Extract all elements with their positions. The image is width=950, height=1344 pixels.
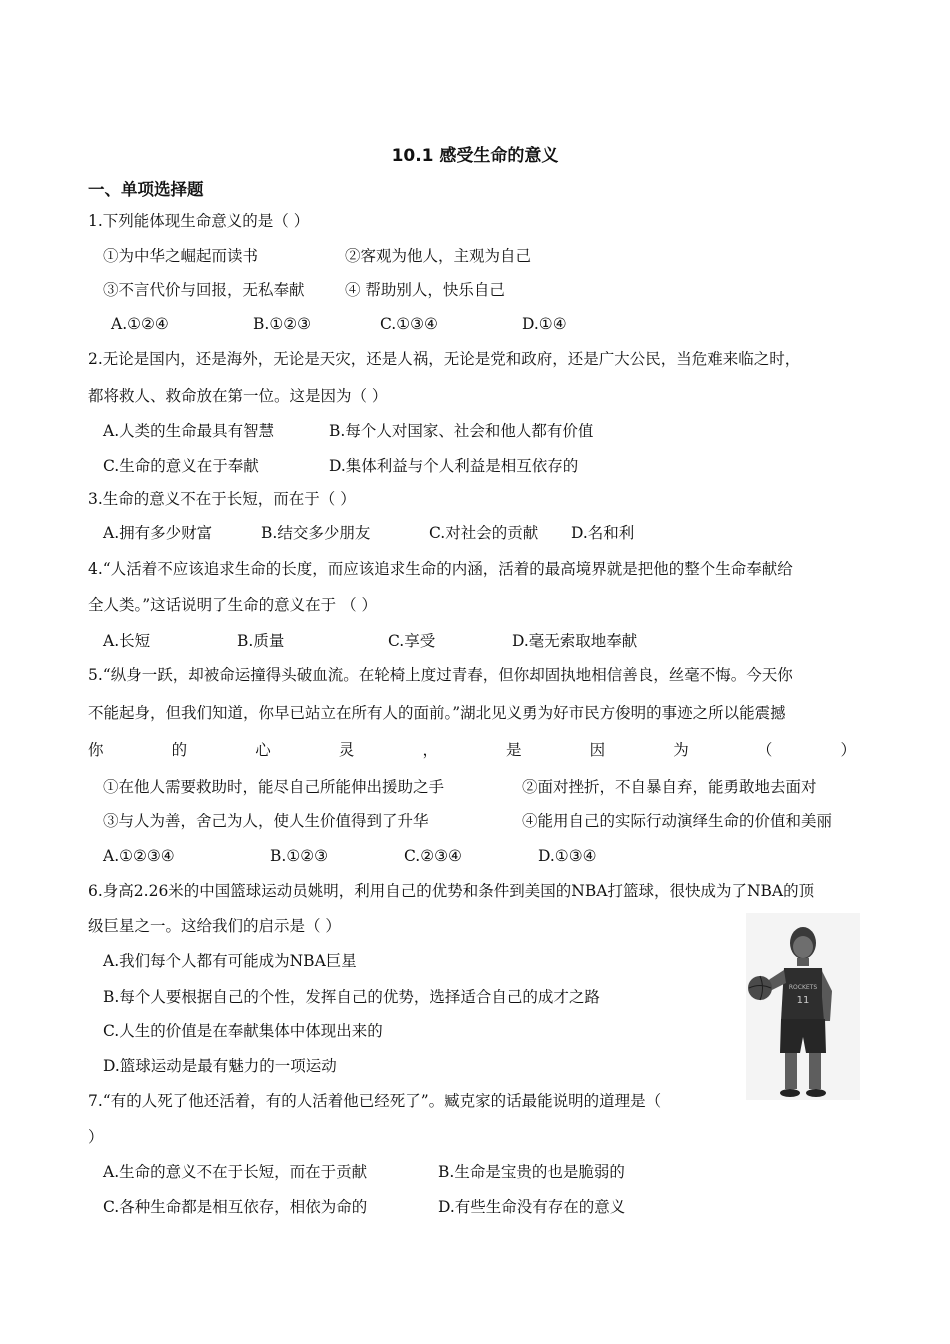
q2-option-d: D.集体利益与个人利益是相互依存的 <box>329 457 579 475</box>
q4-stem-line-1: 4.“人活着不应该追求生命的长度，而应该追求生命的内涵，活着的最高境界就是把他的整个生命奉献给 <box>88 560 793 578</box>
q5-stem-char: 心 <box>255 741 271 759</box>
jersey-number: 11 <box>796 995 810 1006</box>
q1-option-c: C.①③④ <box>380 315 438 333</box>
q7-stem-line-2: ） <box>88 1128 104 1146</box>
q6-option-d: D.篮球运动是最有魅力的一项运动 <box>103 1057 337 1075</box>
q1-statement-3: ③不言代价与回报，无私奉献 <box>103 281 305 299</box>
jersey-team-text: ROCKETS <box>788 984 818 991</box>
q5-stem-line-2: 不能起身，但我们知道，你早已站立在所有人的面前。”湖北见义勇为好市民方俊明的事迹之所以能震撼 <box>88 704 786 722</box>
q7-option-a: A.生命的意义不在于长短，而在于贡献 <box>103 1163 368 1181</box>
basketball-player-photo <box>746 913 860 1100</box>
q3-option-b: B.结交多少朋友 <box>261 524 371 542</box>
q3-stem: 3.生命的意义不在于长短，而在于（ ） <box>88 490 356 508</box>
q3-option-a: A.拥有多少财富 <box>103 524 213 542</box>
q1-option-d: D.①④ <box>522 315 567 333</box>
q2-option-b: B.每个人对国家、社会和他人都有价值 <box>329 422 594 440</box>
q4-option-c: C.享受 <box>388 632 436 650</box>
player-figure-icon <box>746 913 860 1100</box>
q5-statement-2: ②面对挫折，不自暴自弃，能勇敢地去面对 <box>522 778 817 796</box>
q3-option-d: D.名和利 <box>571 524 635 542</box>
q5-stem-char: 的 <box>171 741 188 759</box>
q5-stem-char: 是 <box>506 741 522 759</box>
q7-stem-line-1: 7.“有的人死了他还活着，有的人活着他已经死了”。臧克家的话最能说明的道理是（ <box>88 1092 662 1110</box>
q6-stem-line-1: 6.身高2.26米的中国篮球运动员姚明，利用自己的优势和条件到美国的NBA打篮球，很快成为了NBA的顶 <box>88 882 815 900</box>
q5-option-d: D.①③④ <box>538 847 597 865</box>
q3-option-c: C.对社会的贡献 <box>429 524 539 542</box>
q1-option-a: A.①②④ <box>111 315 169 333</box>
q5-option-b: B.①②③ <box>270 847 329 865</box>
q5-stem-line-1: 5.“纵身一跃，却被命运撞得头破血流。在轮椅上度过青春，但你却固执地相信善良，丝毫不悔。今天你 <box>88 666 793 684</box>
q5-stem-char: （ <box>756 741 773 759</box>
q5-option-a: A.①②③④ <box>103 847 175 865</box>
q5-stem-char: ， <box>422 741 438 759</box>
q1-statement-4: ④ 帮助别人，快乐自己 <box>345 281 505 299</box>
q1-stem: 1.下列能体现生命意义的是（ ） <box>88 212 310 230</box>
q4-option-d: D.毫无索取地奉献 <box>512 632 638 650</box>
q7-option-d: D.有些生命没有存在的意义 <box>438 1198 626 1216</box>
q5-option-c: C.②③④ <box>404 847 462 865</box>
q5-stem-char: 为 <box>673 741 689 759</box>
q2-option-c: C.生命的意义在于奉献 <box>103 457 259 475</box>
q5-stem-char: 因 <box>589 741 606 759</box>
q6-stem-line-2: 级巨星之一。这给我们的启示是（ ） <box>88 917 341 935</box>
q5-statement-3: ③与人为善，舍己为人，使人生价值得到了升华 <box>103 812 429 830</box>
q1-statement-1: ①为中华之崛起而读书 <box>103 247 259 265</box>
q4-stem-line-2: 全人类。”这话说明了生命的意义在于 （ ） <box>88 596 378 614</box>
q6-option-b: B.每个人要根据自己的个性，发挥自己的优势，选择适合自己的成才之路 <box>103 988 600 1006</box>
q5-stem-line-3 <box>88 740 856 760</box>
q5-stem-char: ） <box>840 741 856 759</box>
q7-option-b: B.生命是宝贵的也是脆弱的 <box>438 1163 625 1181</box>
q7-option-c: C.各种生命都是相互依存，相依为命的 <box>103 1198 368 1216</box>
q2-stem-line-1: 2.无论是国内，还是海外，无论是天灾，还是人祸，无论是党和政府，还是广大公民，当危难来临之时， <box>88 350 801 368</box>
page-title: 10.1 感受生命的意义 <box>391 146 559 166</box>
q5-stem-char: 灵 <box>338 741 355 759</box>
q6-option-a: A.我们每个人都有可能成为NBA巨星 <box>103 952 357 970</box>
q5-statement-4: ④能用自己的实际行动演绎生命的价值和美丽 <box>522 812 833 830</box>
q4-option-b: B.质量 <box>237 632 285 650</box>
q1-option-b: B.①②③ <box>253 315 312 333</box>
q1-statement-2: ②客观为他人，主观为自己 <box>345 247 532 265</box>
q6-option-c: C.人生的价值是在奉献集体中体现出来的 <box>103 1022 383 1040</box>
q4-option-a: A.长短 <box>103 632 151 650</box>
q5-statement-1: ①在他人需要救助时，能尽自己所能伸出援助之手 <box>103 778 445 796</box>
q5-stem-char: 你 <box>88 741 104 759</box>
q2-option-a: A.人类的生命最具有智慧 <box>103 422 275 440</box>
section-heading: 一、单项选择题 <box>88 180 204 199</box>
q2-stem-line-2: 都将救人、救命放在第一位。这是因为（ ） <box>88 387 388 405</box>
